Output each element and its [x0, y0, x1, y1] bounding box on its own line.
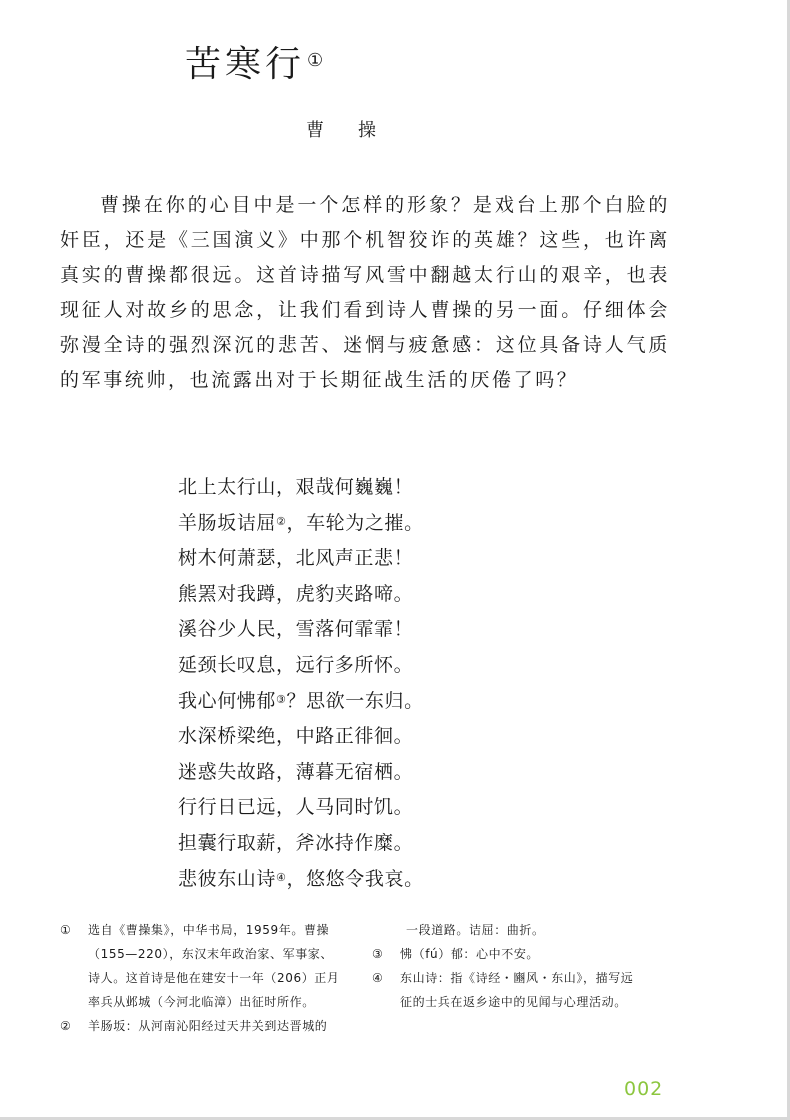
- footnote-line: 率兵从邺城（今河北临漳）出征时所作。: [88, 995, 315, 1009]
- footnote-number: ②: [60, 1019, 72, 1033]
- poem-line: 熊罴对我蹲，虎豹夹路啼。: [178, 582, 414, 605]
- footnote-line: 东山诗：指《诗经・豳风・东山》，描写远: [400, 971, 634, 985]
- poem-line-text: ，车轮为之摧。: [286, 511, 424, 534]
- intro-paragraph: 曹操在你的心目中是一个怎样的形象？是戏台上那个白脸的奸臣，还是《三国演义》中那个机智狡诈的英雄？这些，也许离真实的曹操都很远。这首诗描写风雪中翻越太行山的艰辛，也表现征人对故乡的思念，让我们看到诗人曹操的另一面。仔细体会弥漫全诗的强烈深沉的悲苦、迷惘与疲惫感：这位具备诗人气质的军事统帅，也流露出对于长期征战生活的厌倦了吗？: [60, 194, 670, 391]
- footnotes-right-column: [372, 918, 672, 1014]
- footnote-4: [372, 966, 672, 1014]
- footnote-line: 怫（fú）郁：心中不安。: [400, 947, 540, 961]
- poem-line-text: 羊肠坂诘屈: [178, 511, 277, 534]
- poem-line: 担囊行取薪，斧冰持作糜。: [178, 831, 414, 854]
- title-footnote-marker: ①: [307, 50, 324, 71]
- author-name: 曹 操: [306, 120, 384, 141]
- footnote-number: ③: [372, 947, 384, 961]
- poem-line: 水深桥梁绝，中路正徘徊。: [178, 725, 414, 748]
- footnote-marker: ④: [276, 870, 287, 884]
- poem-line: 北上太行山，艰哉何巍巍！: [178, 476, 414, 498]
- footnote-2: [60, 1014, 360, 1038]
- poem-title: [185, 40, 323, 90]
- footnote-line: 羊肠坂：从河南沁阳经过天井关到达晋城的: [88, 1019, 328, 1033]
- footnote-1: [60, 918, 360, 1014]
- footnotes-left-column: [60, 918, 360, 1038]
- poem-line-text: ？思欲一东归。: [286, 689, 424, 712]
- footnote-number: ①: [60, 923, 72, 937]
- poem-line: [178, 862, 424, 898]
- poem-line-text: 我心何怫郁: [178, 689, 277, 712]
- page-number: 002: [624, 1078, 664, 1100]
- poem-title-text: 苦寒行: [185, 44, 306, 85]
- footnote-3: [372, 942, 672, 966]
- poem-line: 树木何萧瑟，北风声正悲！: [178, 547, 414, 570]
- poem-line: 行行日已远，人马同时饥。: [178, 796, 414, 819]
- footnote-line: 征的士兵在返乡途中的见闻与心理活动。: [400, 995, 627, 1009]
- footnote-marker: ②: [276, 514, 287, 528]
- poem-line: [178, 684, 424, 720]
- poem-line: [178, 506, 424, 542]
- footnote-line: （155—220），东汉末年政治家、军事家、: [88, 947, 334, 961]
- footnote-marker: ③: [276, 692, 287, 706]
- footnote-line: 一段道路。诘屈：曲折。: [406, 923, 545, 937]
- poem-line: 溪谷少人民，雪落何霏霏！: [178, 618, 414, 641]
- footnote-line: 诗人。这首诗是他在建安十一年（206）正月: [88, 971, 340, 985]
- poem-line: 延颈长叹息，远行多所怀。: [178, 653, 414, 676]
- footnote-line: 选自《曹操集》，中华书局，1959年。曹操: [88, 923, 330, 937]
- footnote-2-continued: [372, 918, 672, 942]
- poem-body: [178, 470, 424, 897]
- footnote-number: ④: [372, 971, 384, 985]
- poem-line-text: ，悠悠令我哀。: [286, 867, 424, 890]
- poem-line-text: 悲彼东山诗: [178, 867, 277, 890]
- poem-line: 迷惑失故路，薄暮无宿栖。: [178, 760, 414, 783]
